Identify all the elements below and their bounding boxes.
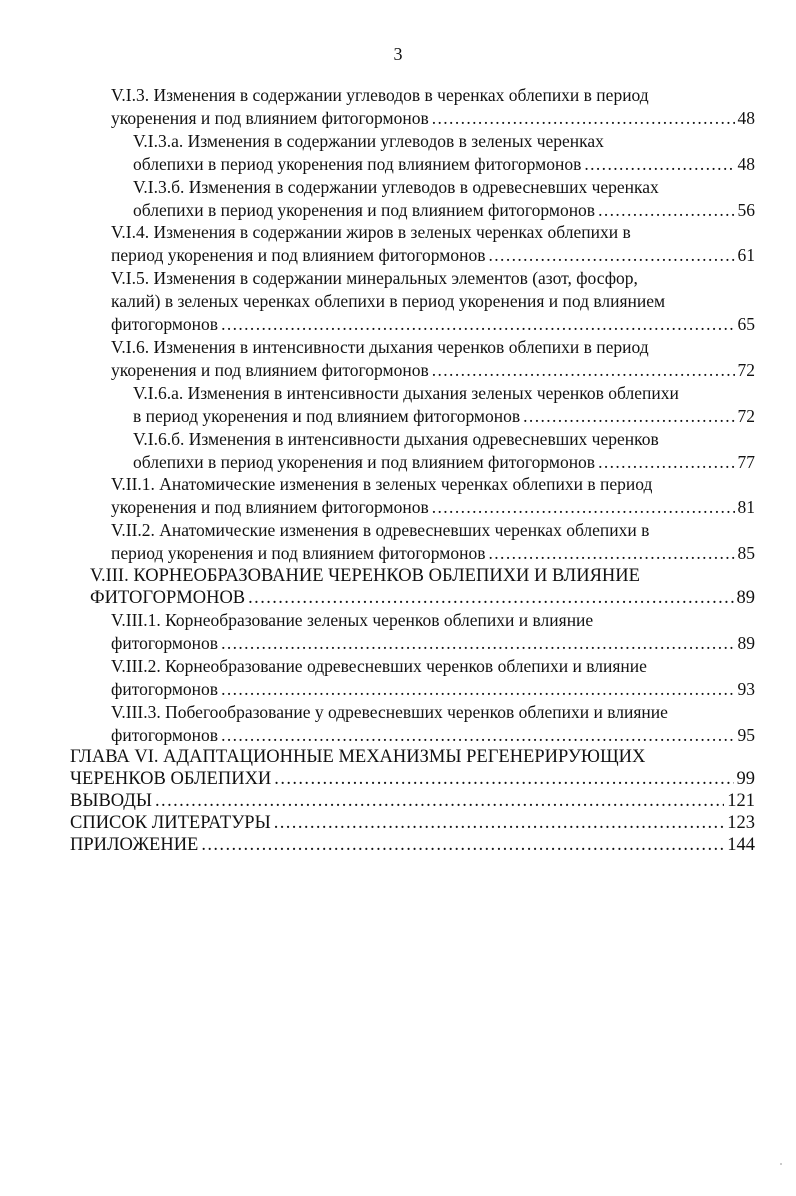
toc-entry [133, 176, 755, 222]
toc-entry [90, 565, 755, 609]
toc-dot-leader [432, 107, 735, 130]
page-number: 3 [393, 44, 403, 64]
toc-entry [133, 428, 755, 474]
toc-dot-leader [274, 812, 725, 834]
toc-entry-title-line: V.I.6. Изменения в интенсивности дыхания черенков облепихи в период [111, 336, 649, 357]
toc-entry [111, 609, 755, 655]
toc-dot-leader [221, 632, 734, 655]
toc-dot-leader [201, 834, 724, 856]
toc-page-number: 121 [727, 791, 755, 812]
toc-entry [70, 834, 755, 856]
toc-entry [70, 746, 755, 790]
toc-entry-title-end: СПИСОК ЛИТЕРАТУРЫ [70, 813, 271, 834]
toc-page-number: 56 [737, 199, 755, 220]
toc-entry-title-line: V.II.1. Анатомические изменения в зеленых черенках облепихи в период [111, 474, 653, 495]
toc-entry-title-end: фитогормонов [111, 632, 219, 653]
toc-entry-title-end: ФИТОГОРМОНОВ [90, 588, 246, 609]
toc-entry [111, 267, 755, 336]
toc-entry-title-end: фитогормонов [111, 678, 219, 699]
scan-speck [780, 1163, 782, 1165]
toc-entry-title-end: фитогормонов [111, 314, 219, 335]
toc-dot-leader [489, 542, 735, 565]
toc-entry-title-end: период укоренения и под влиянием фитогормонов [111, 543, 486, 564]
toc-page-number: 72 [737, 359, 755, 380]
toc-entry-title-end: укоренения и под влиянием фитогормонов [111, 497, 429, 518]
toc-entry-title-line: V.I.5. Изменения в содержании минеральных элементов (азот, фосфор, [111, 268, 638, 289]
toc-dot-leader [155, 790, 724, 812]
toc-entry-title-end: облепихи в период укоренения и под влиянием фитогормонов [133, 451, 596, 472]
toc-entry-title-line: V.I.3.а. Изменения в содержании углеводов в зеленых черенках [133, 130, 604, 151]
toc-page-number: 72 [737, 405, 755, 426]
toc-entry [70, 790, 755, 812]
toc-dot-leader [221, 678, 734, 701]
toc-page-number: 93 [737, 678, 755, 699]
toc-entry-title-line: V.III.2. Корнеобразование одревесневших черенков облепихи и влияние [111, 655, 647, 676]
toc-entry-title-end: укоренения и под влиянием фитогормонов [111, 107, 429, 128]
toc-entry [111, 84, 755, 130]
toc-entry-title-end: период укоренения и под влиянием фитогормонов [111, 245, 486, 266]
toc-dot-leader [598, 199, 734, 222]
toc-dot-leader [584, 153, 734, 176]
toc-entry [111, 701, 755, 747]
toc-entry-title-line: V.III.3. Побегообразование у одревесневших черенков облепихи и влияние [111, 701, 668, 722]
table-of-contents [0, 84, 796, 856]
toc-page-number: 144 [727, 835, 755, 856]
toc-page-number: 95 [737, 724, 755, 745]
toc-entry-title-line: V.III. КОРНЕОБРАЗОВАНИЕ ЧЕРЕНКОВ ОБЛЕПИХИ И ВЛИЯНИЕ [90, 566, 640, 587]
toc-dot-leader [489, 244, 735, 267]
toc-dot-leader [274, 768, 733, 790]
toc-entry-title-end: облепихи в период укоренения под влиянием фитогормонов [133, 153, 582, 174]
toc-entry-title-line: V.II.2. Анатомические изменения в одревесневших черенках облепихи в [111, 520, 650, 541]
toc-entry-title-end: фитогормонов [111, 724, 219, 745]
toc-entry-title-line: V.I.6.б. Изменения в интенсивности дыхания одревесневших черенков [133, 428, 659, 449]
toc-entry [111, 221, 755, 267]
toc-entry [111, 473, 755, 519]
toc-page-number: 89 [737, 632, 755, 653]
toc-page-number: 81 [737, 497, 755, 518]
toc-entry-title-end: ВЫВОДЫ [70, 791, 153, 812]
toc-entry [111, 655, 755, 701]
toc-entry-title-end: укоренения и под влиянием фитогормонов [111, 359, 429, 380]
toc-entry [70, 812, 755, 834]
toc-entry [111, 519, 755, 565]
toc-entry-title-line: V.I.3.б. Изменения в содержании углеводов в одревесневших черенках [133, 176, 659, 197]
toc-dot-leader [432, 496, 735, 519]
toc-dot-leader [598, 451, 734, 474]
toc-page-number: 123 [727, 813, 755, 834]
toc-entry-title-end: в период укоренения и под влиянием фитогормонов [133, 405, 521, 426]
toc-entry-title-end: ПРИЛОЖЕНИЕ [70, 835, 199, 856]
toc-entry-title-line: ГЛАВА VI. АДАПТАЦИОННЫЕ МЕХАНИЗМЫ РЕГЕНЕРИРУЮЩИХ [70, 747, 646, 768]
toc-entry-title-line: V.I.3. Изменения в содержании углеводов в черенках облепихи в период [111, 85, 649, 105]
toc-dot-leader [221, 724, 734, 747]
toc-entry-title-end: облепихи в период укоренения и под влиянием фитогормонов [133, 199, 596, 220]
toc-entry-title-line: калий) в зеленых черенках облепихи в период укоренения и под влиянием [111, 291, 666, 312]
toc-dot-leader [221, 313, 734, 336]
toc-page-number: 48 [737, 107, 755, 128]
toc-page-number: 61 [737, 245, 755, 266]
toc-dot-leader [523, 405, 734, 428]
toc-entry-title-line: V.III.1. Корнеобразование зеленых черенков облепихи и влияние [111, 610, 594, 631]
toc-page-number: 85 [737, 543, 755, 564]
toc-entry [111, 336, 755, 382]
toc-entry-title-line: V.I.6.а. Изменения в интенсивности дыхания зеленых черенков облепихи [133, 382, 679, 403]
toc-entry [133, 130, 755, 176]
toc-entry-title-line: V.I.4. Изменения в содержании жиров в зеленых черенках облепихи в [111, 222, 631, 243]
toc-page-number: 65 [737, 314, 755, 335]
toc-dot-leader [248, 587, 733, 609]
toc-page-number: 48 [737, 153, 755, 174]
toc-page-number: 77 [737, 451, 755, 472]
toc-page-number: 99 [736, 769, 755, 790]
toc-dot-leader [432, 359, 735, 382]
toc-entry-title-end: ЧЕРЕНКОВ ОБЛЕПИХИ [70, 769, 272, 790]
toc-page-number: 89 [736, 588, 755, 609]
toc-entry [133, 382, 755, 428]
